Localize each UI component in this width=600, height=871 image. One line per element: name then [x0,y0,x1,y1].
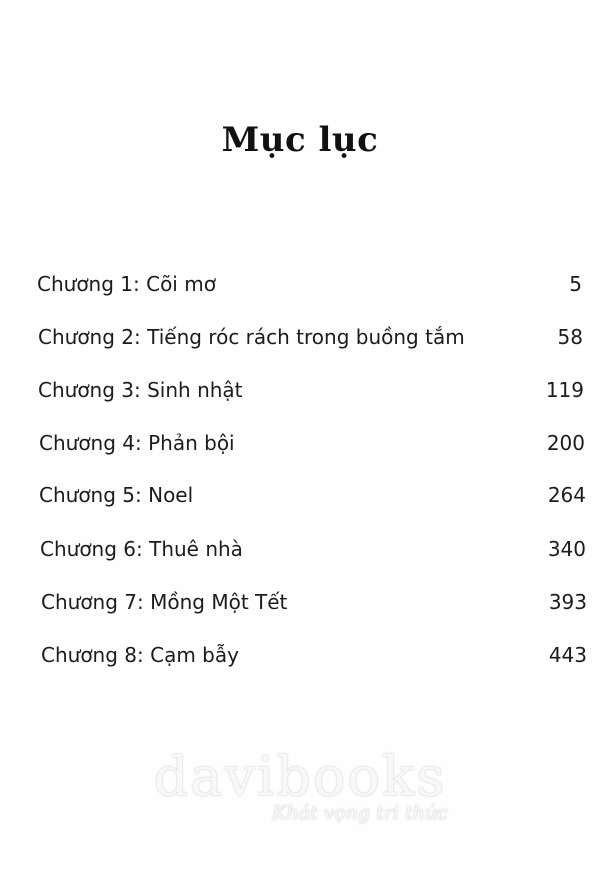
toc-entry-page: 5 [569,272,582,296]
watermark [0,745,600,824]
toc-entry-page: 200 [546,431,585,455]
toc-entry-page: 340 [547,537,586,561]
toc-entry-label: Chương 8: Cạm bẫy [41,643,239,667]
toc-entry-8 [41,643,587,673]
toc-entry-5 [39,483,586,513]
toc-entry-label: Chương 2: Tiếng róc rách trong buồng tắm [38,325,465,349]
toc-entry-label: Chương 4: Phản bội [39,431,235,455]
toc-entry-page: 58 [557,325,583,349]
toc-entry-label: Chương 6: Thuê nhà [40,537,243,561]
toc-entry-7 [41,590,587,620]
watermark-slogan: Khát vọng tri thức [272,802,448,824]
toc-entry-page: 119 [545,378,584,402]
watermark-brand: davibooks [153,745,447,808]
toc-entry-2 [38,325,583,355]
toc-entry-page: 264 [547,483,586,507]
toc-entry-4 [39,431,585,461]
page-title: Mục lục [221,120,379,160]
toc-entry-label: Chương 3: Sinh nhật [38,378,243,402]
toc-entry-page: 393 [548,590,587,614]
toc-entry-1 [37,272,582,302]
toc-entry-page: 443 [548,643,587,667]
toc-entry-3 [38,378,584,408]
toc-entry-label: Chương 7: Mồng Một Tết [41,590,288,614]
toc-entry-6 [40,537,586,567]
table-of-contents [0,262,600,702]
toc-entry-label: Chương 1: Cõi mơ [37,272,216,296]
toc-entry-label: Chương 5: Noel [39,483,194,507]
